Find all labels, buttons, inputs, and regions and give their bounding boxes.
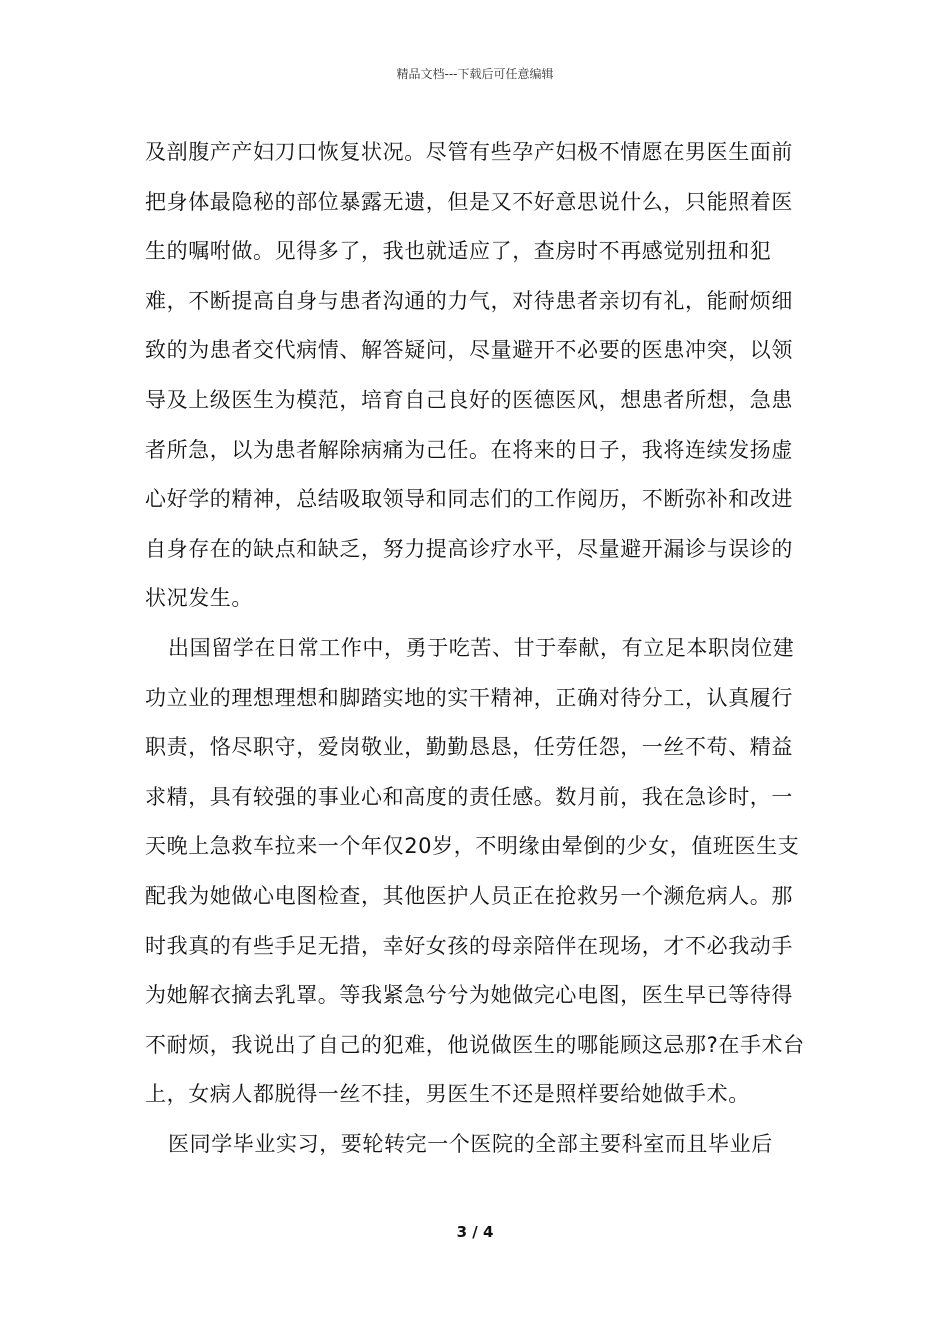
paragraph-3: 医同学毕业实习，要轮转完一个医院的全部主要科室而且毕业后 (168, 1131, 773, 1156)
document-body (145, 128, 810, 1169)
page-number: 3 / 4 (456, 1223, 494, 1241)
paragraph-2: 出国留学在日常工作中，勇于吃苦、甘于奉献，有立足本职岗位建功立业的理想理想和脚踏实地的实干精神，正确对待分工，认真履行职责，恪尽职守，爱岗敬业，勤勤恳恳，任劳任怨，一丝不苟、精益求精，具有较强的事业心和高度的责任感。数月前，我在急诊时，一天晚上急救车拉来一个年仅20岁，不明缘由晕倒的少女，值班医生支配我为她做心电图检查，其他医护人员正在抢救另一个濒危病人。那时我真的有些手足无措，幸好女孩的母亲陪伴在现场，才不必我动手为她解衣摘去乳罩。等我紧急兮兮为她做完心电图，医生早已等待得不耐烦，我说出了自己的犯难，他说做医生的哪能顾这忌那?在手术台上，女病人都脱得一丝不挂，男医生不还是照样要给她做手术。 (145, 635, 805, 1107)
paragraph-1: 及剖腹产产妇刀口恢复状况。尽管有些孕产妇极不情愿在男医生面前把身体最隐秘的部位暴露无遗，但是又不好意思说什么，只能照着医生的嘱咐做。见得多了，我也就适应了，查房时不再感觉别扭和犯难，不断提高自身与患者沟通的力气，对待患者亲切有礼，能耐烦细致的为患者交代病情、解答疑问，尽量避开不必要的医患冲突，以领导及上级医生为模范，培育自己良好的医德医风，想患者所想，急患者所急，以为患者解除病痛为己任。在将来的日子，我将连续发扬虚心好学的精神，总结吸取领导和同志们的工作阅历，不断弥补和改进自身存在的缺点和缺乏，努力提高诊疗水平，尽量避开漏诊与误诊的状况发生。 (145, 140, 793, 611)
page-header: 精品文档---下载后可任意编辑 (396, 67, 554, 81)
